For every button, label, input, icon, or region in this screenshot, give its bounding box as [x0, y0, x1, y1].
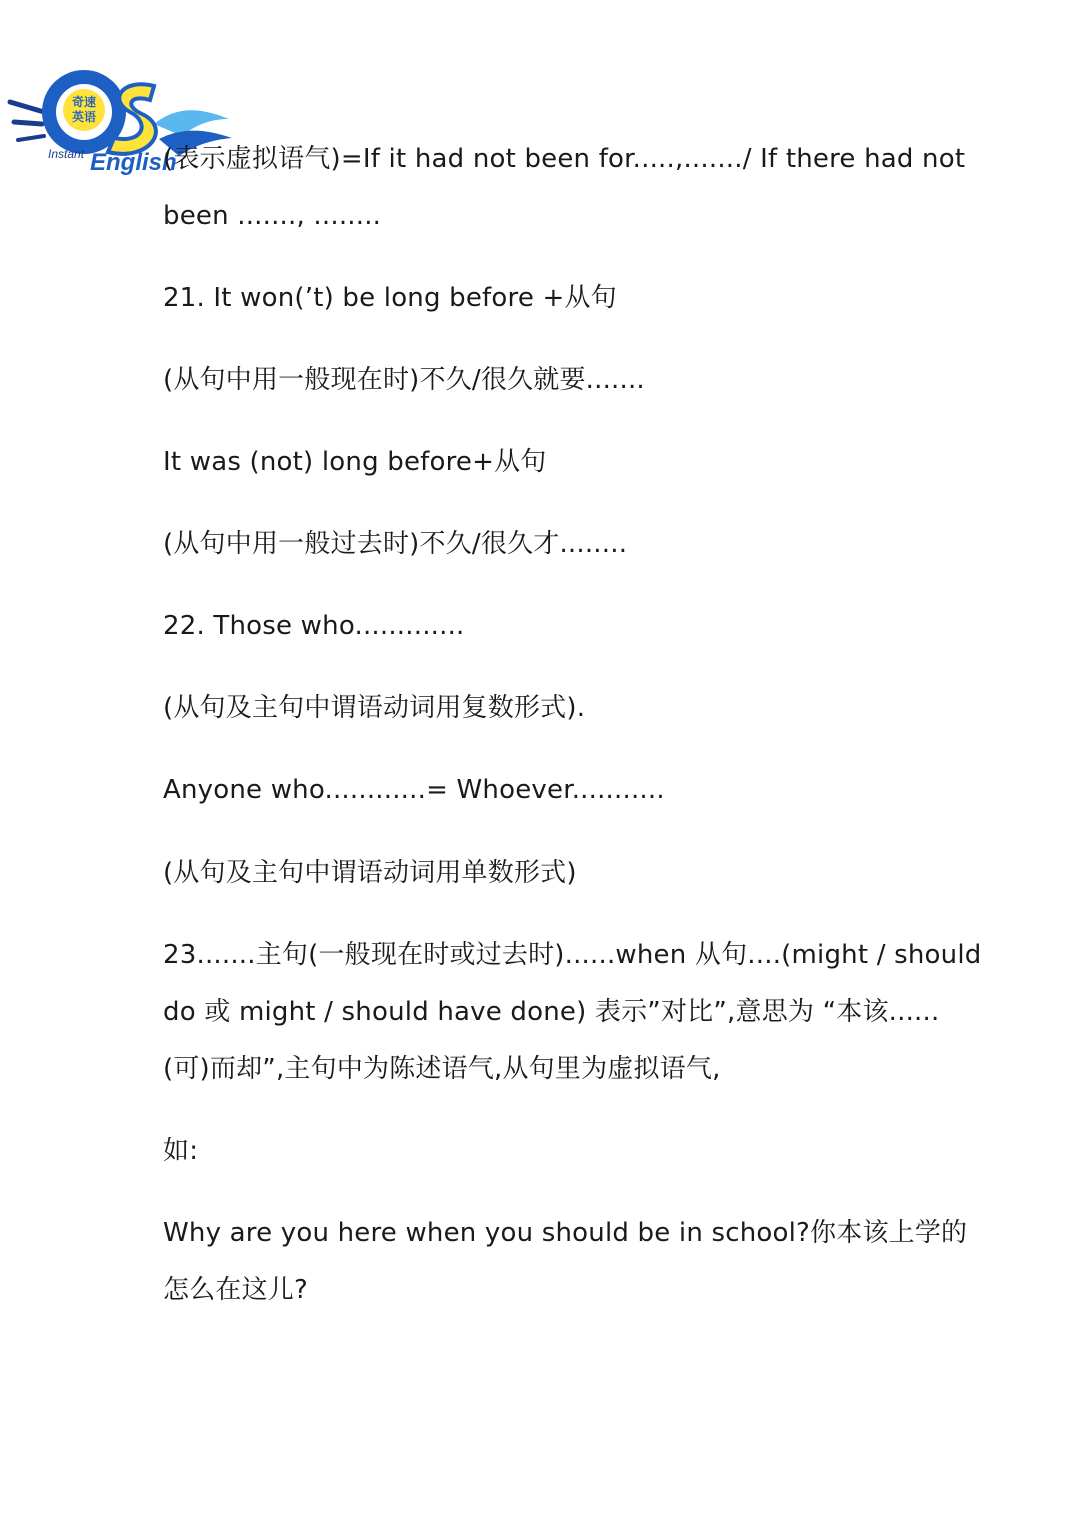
- text-line: been ......., ........: [163, 201, 382, 231]
- text-line: Anyone who............= Whoever...........: [163, 775, 665, 805]
- text-line: Why are you here when you should be in school?你本该上学的: [163, 1218, 968, 1248]
- logo-word-english: English: [90, 149, 177, 176]
- logo-badge-bottom: 英语: [71, 110, 97, 124]
- text-line: 23.......主句(一般现在时或过去时)......when 从句....(might / should: [163, 940, 982, 970]
- text-line: 21. It won(’t) be long before +从句: [163, 283, 617, 313]
- text-line: (可)而却”,主句中为陈述语气,从句里为虚拟语气,: [163, 1054, 721, 1084]
- text-line: 怎么在这儿?: [163, 1275, 308, 1305]
- text-line: 如:: [163, 1136, 199, 1166]
- text-line: 22. Those who.............: [163, 611, 465, 641]
- logo-badge-top: 奇速: [71, 95, 97, 109]
- text-line: do 或 might / should have done) 表示”对比”,意思为 “本该......: [163, 997, 940, 1027]
- text-line: (从句中用一般过去时)不久/很久才........: [163, 529, 628, 559]
- text-line: It was (not) long before+从句: [163, 447, 547, 477]
- logo-word-instant: Instant: [48, 147, 85, 161]
- text-line: (从句及主句中谓语动词用单数形式): [163, 858, 577, 888]
- text-line: (从句及主句中谓语动词用复数形式).: [163, 693, 586, 723]
- text-line: (从句中用一般现在时)不久/很久就要.......: [163, 365, 645, 395]
- text-line: (表示虚拟语气)=If it had not been for.....,......./ If there had not: [163, 144, 966, 174]
